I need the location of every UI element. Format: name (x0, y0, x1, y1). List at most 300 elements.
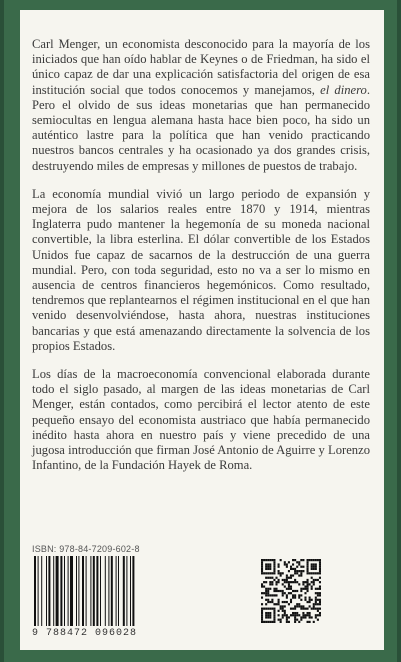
qr-module (273, 588, 275, 590)
qr-module (311, 563, 313, 565)
qr-module (275, 590, 277, 592)
qr-module (296, 561, 298, 563)
qr-module (307, 563, 309, 565)
qr-module (284, 581, 286, 583)
qr-module (267, 590, 269, 592)
qr-module (315, 592, 317, 594)
qr-module (273, 621, 275, 623)
qr-module (273, 579, 275, 581)
qr-module (292, 614, 294, 616)
qr-module (273, 619, 275, 621)
qr-module (302, 570, 304, 572)
qr-module (275, 588, 277, 590)
barcode-bar (123, 556, 125, 626)
qr-module (298, 563, 300, 565)
qr-module (319, 601, 321, 603)
qr-module (273, 568, 275, 570)
qr-module (313, 603, 315, 605)
qr-module (261, 559, 263, 561)
qr-module (302, 616, 304, 618)
barcode-bar (118, 556, 119, 626)
qr-module (313, 568, 315, 570)
qr-module (261, 566, 263, 568)
qr-module (296, 603, 298, 605)
qr-module (317, 599, 319, 601)
qr-module (269, 559, 271, 561)
qr-module (313, 559, 315, 561)
qr-module (298, 603, 300, 605)
qr-module (311, 568, 313, 570)
qr-module (309, 612, 311, 614)
qr-module (307, 601, 309, 603)
qr-module (267, 621, 269, 623)
qr-module (282, 608, 284, 610)
qr-module (284, 563, 286, 565)
qr-module (290, 577, 292, 579)
barcode-bar (130, 556, 131, 626)
qr-module (288, 583, 290, 585)
qr-module (282, 590, 284, 592)
qr-module (307, 614, 309, 616)
qr-module (319, 594, 321, 596)
qr-module (265, 603, 267, 605)
qr-module (307, 583, 309, 585)
qr-module (313, 605, 315, 607)
qr-module (267, 616, 269, 618)
qr-module (261, 563, 263, 565)
qr-module (278, 579, 280, 581)
qr-module (319, 559, 321, 561)
qr-module (294, 614, 296, 616)
qr-module (300, 559, 302, 561)
qr-module (296, 605, 298, 607)
qr-module (265, 608, 267, 610)
qr-module (315, 563, 317, 565)
qr-module (319, 581, 321, 583)
qr-module (319, 566, 321, 568)
barcode-bar (76, 556, 77, 626)
qr-module (292, 574, 294, 576)
qr-module (304, 588, 306, 590)
qr-module (290, 592, 292, 594)
qr-module (294, 621, 296, 623)
qr-module (294, 619, 296, 621)
qr-module (284, 561, 286, 563)
qr-module (319, 568, 321, 570)
qr-module (315, 568, 317, 570)
barcode-bar (96, 556, 98, 626)
qr-module (315, 572, 317, 574)
barcode-bar (86, 556, 87, 626)
qr-module (319, 563, 321, 565)
qr-module (319, 570, 321, 572)
qr-module (294, 581, 296, 583)
qr-module (267, 572, 269, 574)
qr-module (298, 597, 300, 599)
qr-module (292, 612, 294, 614)
qr-module (261, 621, 263, 623)
qr-module (282, 572, 284, 574)
qr-module (288, 616, 290, 618)
qr-module (296, 614, 298, 616)
qr-module (267, 592, 269, 594)
qr-module (288, 570, 290, 572)
qr-module (267, 601, 269, 603)
barcode-bar (126, 556, 127, 626)
qr-module (267, 588, 269, 590)
qr-module (311, 581, 313, 583)
qr-module (302, 614, 304, 616)
qr-module (290, 585, 292, 587)
qr-module (286, 566, 288, 568)
qr-module (273, 610, 275, 612)
qr-module (319, 572, 321, 574)
qr-module (261, 619, 263, 621)
qr-module (307, 568, 309, 570)
qr-module (307, 572, 309, 574)
qr-module (267, 563, 269, 565)
blurb-p1-end: . Pero el olvido de sus ideas monetarias que han permanecido semiocultas en lengua alemana hasta hace bien poco, ha sido un auténtico lastre para la política que han venido practicando nuestros bancos centrales y ha ocasionado ya dos grandes crisis, destruyendo miles de empresas y millones de puestos de trabajo. (32, 82, 370, 173)
qr-module (273, 572, 275, 574)
qr-module (261, 583, 263, 585)
qr-module (313, 566, 315, 568)
qr-module (265, 616, 267, 618)
qr-module (275, 581, 277, 583)
qr-module (309, 572, 311, 574)
qr-module (273, 614, 275, 616)
qr-module (269, 581, 271, 583)
qr-module (315, 603, 317, 605)
qr-module (304, 616, 306, 618)
qr-module (267, 568, 269, 570)
qr-module (282, 579, 284, 581)
qr-module (265, 581, 267, 583)
qr-module (290, 568, 292, 570)
qr-module (302, 612, 304, 614)
qr-module (307, 581, 309, 583)
qr-module (284, 605, 286, 607)
qr-module (315, 566, 317, 568)
qr-module (298, 583, 300, 585)
qr-module (275, 583, 277, 585)
qr-module (290, 608, 292, 610)
qr-module (296, 612, 298, 614)
qr-module (286, 614, 288, 616)
text-panel (20, 10, 384, 650)
qr-module (269, 616, 271, 618)
barcode-bar (93, 556, 95, 626)
qr-module (261, 570, 263, 572)
qr-module (307, 590, 309, 592)
qr-module (265, 621, 267, 623)
qr-module (269, 566, 271, 568)
qr-module (300, 599, 302, 601)
qr-module (307, 561, 309, 563)
qr-module (265, 594, 267, 596)
qr-module (304, 608, 306, 610)
qr-module (286, 574, 288, 576)
qr-module (269, 601, 271, 603)
qr-module (292, 581, 294, 583)
qr-module (319, 592, 321, 594)
qr-module (319, 577, 321, 579)
qr-module (300, 570, 302, 572)
qr-module (265, 572, 267, 574)
qr-module (278, 619, 280, 621)
qr-module (309, 605, 311, 607)
barcode-bar (56, 556, 59, 626)
qr-module (265, 592, 267, 594)
qr-module (265, 559, 267, 561)
qr-module (269, 594, 271, 596)
blurb-p1-emphasis: el dinero (320, 82, 367, 97)
qr-module (286, 579, 288, 581)
qr-module (298, 561, 300, 563)
qr-module (261, 568, 263, 570)
qr-module (292, 590, 294, 592)
qr-module (317, 608, 319, 610)
qr-module (309, 583, 311, 585)
barcode-bar (48, 556, 50, 626)
qr-module (261, 603, 263, 605)
qr-module (315, 588, 317, 590)
qr-module (263, 585, 265, 587)
qr-module (282, 594, 284, 596)
qr-module (313, 579, 315, 581)
qr-module (265, 577, 267, 579)
qr-module (292, 563, 294, 565)
qr-module (300, 566, 302, 568)
qr-module (273, 603, 275, 605)
qr-module (296, 570, 298, 572)
qr-module (313, 563, 315, 565)
qr-module (273, 563, 275, 565)
qr-module (284, 585, 286, 587)
qr-module (269, 572, 271, 574)
qr-module (286, 594, 288, 596)
qr-module (265, 566, 267, 568)
barcode-bar (70, 556, 73, 626)
qr-module (275, 594, 277, 596)
qr-module (317, 594, 319, 596)
qr-module (278, 599, 280, 601)
qr-module (296, 590, 298, 592)
qr-module (278, 581, 280, 583)
qr-module (267, 608, 269, 610)
qr-module (286, 563, 288, 565)
qr-module (292, 559, 294, 561)
qr-module (298, 570, 300, 572)
qr-module (288, 585, 290, 587)
blurb-p1-start: Carl Menger, un economista desconocido para la mayoría de los iniciados que han oído hablar de Keynes o de Friedman, ha sido el único capaz de dar una explicación satisfactoria del origen de esa institución social que todos conocemos y manejamos, (32, 37, 370, 97)
qr-module (317, 610, 319, 612)
qr-module (273, 594, 275, 596)
barcode-bar (132, 556, 134, 626)
qr-module (280, 590, 282, 592)
qr-module (307, 579, 309, 581)
qr-module (319, 614, 321, 616)
blurb-paragraph-1 (32, 37, 370, 174)
qr-module (273, 566, 275, 568)
qr-module (284, 601, 286, 603)
barcode (32, 556, 172, 626)
qr-module (271, 601, 273, 603)
qr-module (261, 614, 263, 616)
qr-module (288, 561, 290, 563)
qr-module (307, 608, 309, 610)
qr-module (265, 588, 267, 590)
qr-module (271, 581, 273, 583)
qr-module (282, 614, 284, 616)
blurb-paragraph-3: Los días de la macroeconomía convencional elaborada durante todo el siglo pasado, al margen de las ideas monetarias de Carl Menger, están contados, como percibirá el lector atento de este pequeño ensayo del economista austriaco que había permanecido inédito hasta ahora en nuestro país y viene precedido de una jugosa introducción que firman José Antonio de Aguirre y Lorenzo Infantino, de la Fundación Hayek de Roma. (32, 367, 370, 473)
qr-module (265, 614, 267, 616)
qr-module (317, 572, 319, 574)
blurb (32, 37, 370, 486)
qr-module (263, 581, 265, 583)
qr-module (263, 608, 265, 610)
qr-module (319, 585, 321, 587)
qr-module (269, 614, 271, 616)
qr-module (319, 612, 321, 614)
qr-module (273, 612, 275, 614)
qr-module (300, 619, 302, 621)
qr-module (284, 610, 286, 612)
qr-module (315, 599, 317, 601)
qr-module (278, 590, 280, 592)
qr-module (286, 616, 288, 618)
barcode-bar (100, 556, 101, 626)
qr-module (315, 597, 317, 599)
qr-module (311, 572, 313, 574)
qr-module (267, 594, 269, 596)
qr-module (269, 621, 271, 623)
qr-module (294, 570, 296, 572)
qr-module (269, 612, 271, 614)
qr-module (288, 577, 290, 579)
qr-module (307, 621, 309, 623)
qr-module (315, 616, 317, 618)
qr-module (265, 599, 267, 601)
qr-module (309, 614, 311, 616)
qr-module (267, 566, 269, 568)
qr-module (304, 585, 306, 587)
qr-module (284, 579, 286, 581)
qr-module (275, 577, 277, 579)
qr-module (284, 612, 286, 614)
qr-module (294, 572, 296, 574)
qr-module (294, 616, 296, 618)
qr-module (309, 559, 311, 561)
qr-module (294, 568, 296, 570)
qr-module (275, 603, 277, 605)
barcode-bar (41, 556, 42, 626)
qr-module (294, 590, 296, 592)
qr-module (298, 594, 300, 596)
qr-module (273, 570, 275, 572)
qr-module (261, 592, 263, 594)
qr-module (280, 572, 282, 574)
qr-module (309, 621, 311, 623)
qr-module (304, 599, 306, 601)
qr-module (288, 581, 290, 583)
qr-module (300, 588, 302, 590)
qr-module (269, 583, 271, 585)
qr-module (263, 559, 265, 561)
qr-module (290, 614, 292, 616)
qr-module (284, 614, 286, 616)
qr-module (288, 621, 290, 623)
blurb-paragraph-2: La economía mundial vivió un largo periodo de expansión y mejora de los salarios reales entre 1870 y 1914, mientras Inglaterra pudo mantener la hegemonía de su moneda nacional convertible, la libra esterlina. El dólar convertible de los Estados Unidos fue capaz de sacarnos de la destrucción de una guerra mundial. Pero, con toda seguridad, esto no va a ser lo mismo en ausencia de centros financieros hegemónicos. Como resultado, tendremos que replantearnos el régimen institucional en el que han venido desenvolviéndose, hasta ahora, nuestras instituciones bancarias y que está amenazando directamente la solvencia de los propios Estados. (32, 186, 370, 353)
cover-edge-left (0, 0, 4, 662)
qr-module (317, 603, 319, 605)
qr-module (263, 621, 265, 623)
qr-module (273, 561, 275, 563)
qr-module (278, 563, 280, 565)
qr-module (269, 563, 271, 565)
qr-module (300, 605, 302, 607)
qr-module (280, 605, 282, 607)
qr-module (311, 616, 313, 618)
cover-edge-right (397, 0, 401, 662)
qr-module (290, 581, 292, 583)
qr-module (319, 603, 321, 605)
qr-module (278, 566, 280, 568)
qr-module (269, 608, 271, 610)
qr-module (302, 566, 304, 568)
qr-module (319, 599, 321, 601)
isbn-label: ISBN: 978-84-7209-602-8 (32, 544, 140, 554)
qr-module (261, 608, 263, 610)
qr-module (294, 594, 296, 596)
qr-module (273, 616, 275, 618)
qr-module (317, 619, 319, 621)
qr-module (302, 588, 304, 590)
qr-module (267, 599, 269, 601)
qr-module (271, 599, 273, 601)
qr-module (294, 605, 296, 607)
qr-module (298, 605, 300, 607)
qr-module (317, 588, 319, 590)
qr-module (300, 616, 302, 618)
qr-module (294, 597, 296, 599)
qr-module (304, 614, 306, 616)
qr-module (313, 581, 315, 583)
barcode-bar (60, 556, 62, 626)
qr-module (282, 601, 284, 603)
qr-module (271, 583, 273, 585)
qr-module (300, 574, 302, 576)
qr-module (267, 577, 269, 579)
qr-module (265, 612, 267, 614)
qr-module (294, 579, 296, 581)
qr-module (309, 601, 311, 603)
qr-module (280, 574, 282, 576)
qr-module (298, 614, 300, 616)
qr-module (278, 610, 280, 612)
qr-module (278, 614, 280, 616)
qr-module (271, 559, 273, 561)
qr-module (319, 588, 321, 590)
qr-module (292, 594, 294, 596)
qr-module (271, 594, 273, 596)
qr-module (309, 597, 311, 599)
qr-module (315, 614, 317, 616)
qr-module (319, 561, 321, 563)
barcode-bar (108, 556, 109, 626)
barcode-digits: 9 788472 096028 (32, 628, 138, 639)
qr-module (269, 588, 271, 590)
qr-module (267, 559, 269, 561)
